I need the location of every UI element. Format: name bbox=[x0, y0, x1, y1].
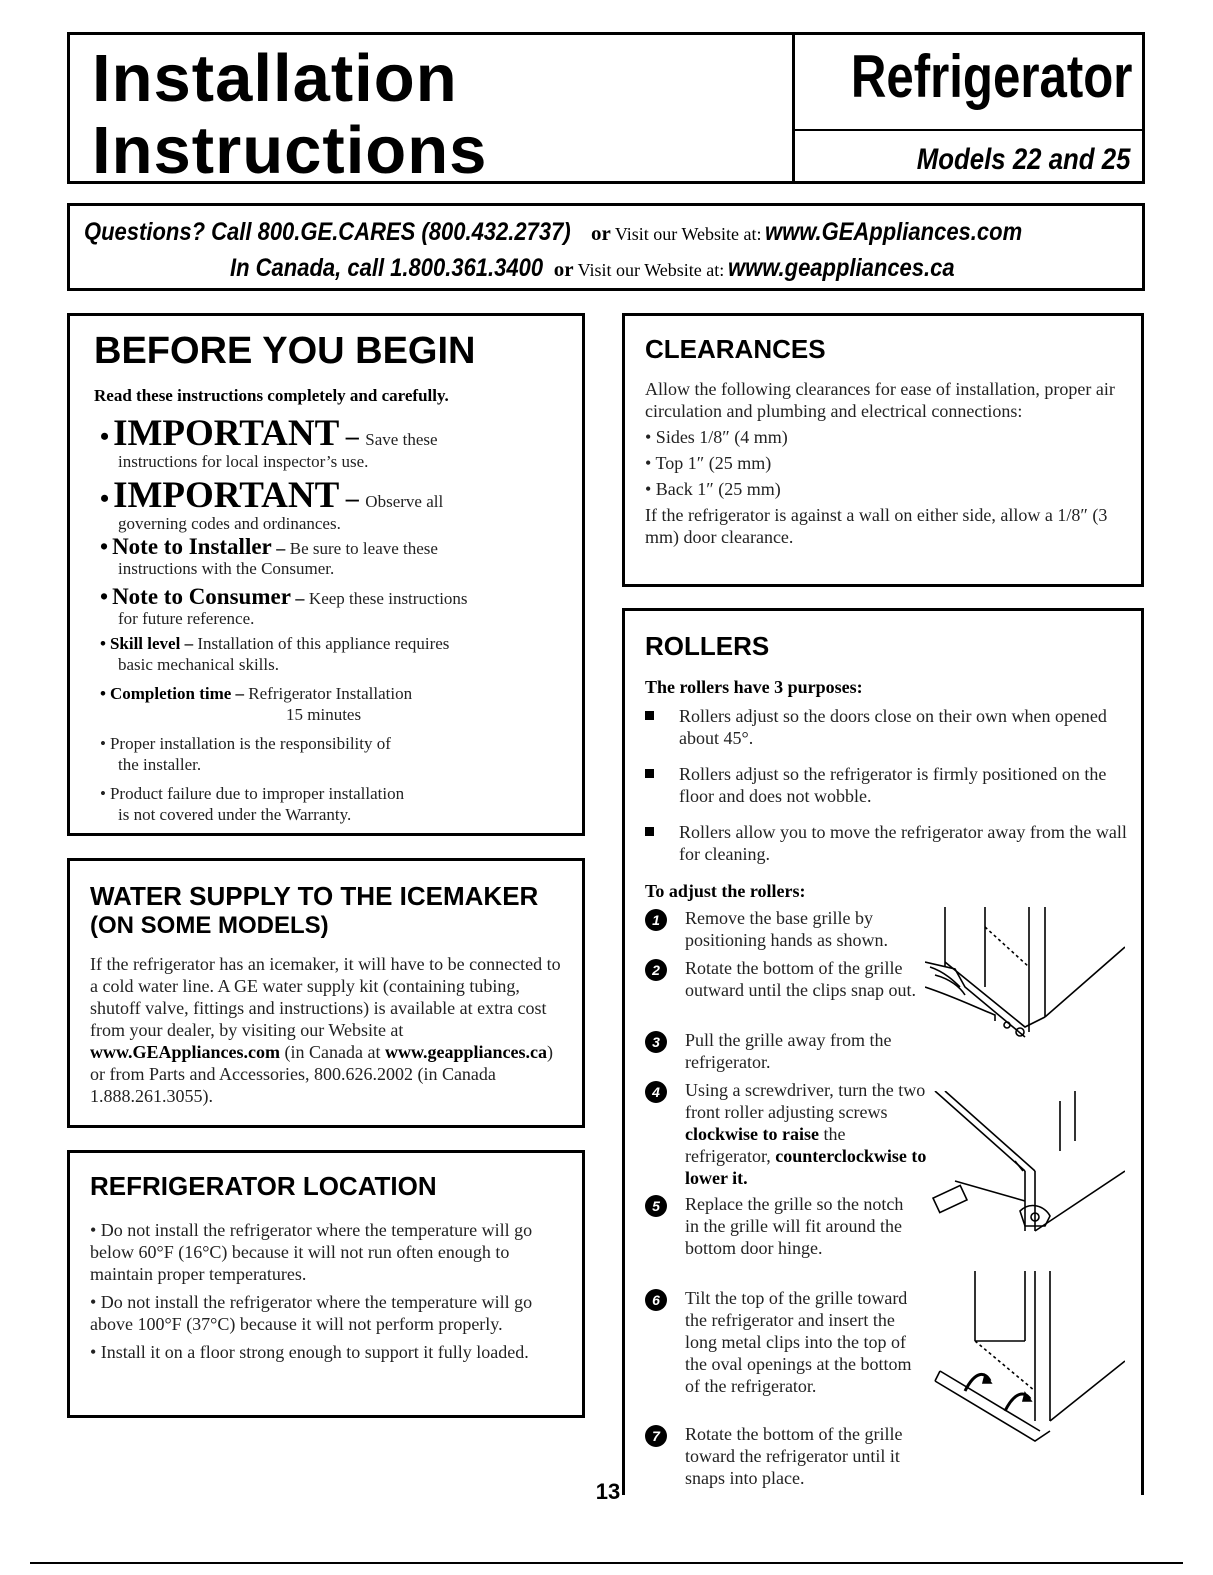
section-title: ROLLERS bbox=[645, 631, 770, 661]
location-list bbox=[90, 1219, 574, 1369]
step-item: 1 Remove the base grille by positioning hands as shown. bbox=[645, 907, 935, 951]
rollers-section bbox=[622, 608, 1144, 1495]
us-phone: Questions? Call 800.GE.CARES (800.432.2737) bbox=[84, 218, 571, 246]
section-title: REFRIGERATOR LOCATION bbox=[90, 1171, 437, 1201]
list-item: • Proper installation is the responsibility of the installer. bbox=[100, 734, 391, 774]
list-item: Rollers allow you to move the refrigerator away from the wall for cleaning. bbox=[645, 821, 1135, 865]
clearances-body bbox=[645, 378, 1135, 548]
refrigerator-location-section bbox=[67, 1150, 585, 1418]
section-title: CLEARANCES bbox=[645, 334, 826, 364]
canada-website-link[interactable]: www.geappliances.ca bbox=[384, 1042, 547, 1062]
important-label: IMPORTANT bbox=[113, 475, 340, 516]
step-item: 6 Tilt the top of the grille toward the refrigerator and insert the long metal clips into the top of the oval openings at the bottom of the refrigerator. bbox=[645, 1287, 915, 1397]
note-installer-label: Note to Installer bbox=[112, 534, 272, 559]
contact-line-us bbox=[84, 220, 1058, 245]
models-label: Models 22 and 25 bbox=[916, 143, 1130, 176]
step-item: 4 Using a screwdriver, turn the two front roller adjusting screws clockwise to raise the refrigerator, counterclockwise to lower it. bbox=[645, 1079, 935, 1189]
step-item: 5 Replace the grille so the notch in the grille will fit around the bottom door hinge. bbox=[645, 1193, 915, 1259]
list-item: • IMPORTANT – Save these instructions for local inspector’s use. bbox=[100, 413, 438, 471]
product-box bbox=[792, 32, 1145, 184]
note-consumer-label: Note to Consumer bbox=[112, 584, 291, 609]
step-item: 2 Rotate the bottom of the grille outward until the clips snap out. bbox=[645, 957, 935, 1001]
step-item: 7 Rotate the bottom of the grille toward the refrigerator until it snaps into place. bbox=[645, 1423, 935, 1489]
list-item: • Back 1″ (25 mm) bbox=[645, 479, 781, 499]
list-item: • Do not install the refrigerator where the temperature will go below 60°F (16°C) because it will not run often enough to maintain proper temperatures. bbox=[90, 1220, 533, 1284]
section-subtitle: (ON SOME MODELS) bbox=[90, 912, 329, 939]
section-title: BEFORE YOU BEGIN bbox=[94, 330, 476, 372]
title-line-2: Instructions bbox=[92, 113, 488, 188]
lead-text: Read these instructions completely and carefully. bbox=[94, 386, 449, 405]
list-item: • Skill level – Installation of this appliance requires basic mechanical skills. bbox=[100, 634, 450, 674]
step-item: 3 Pull the grille away from the refrigerator. bbox=[645, 1029, 935, 1073]
step-number-icon: 7 bbox=[645, 1425, 667, 1447]
completion-time-label: Completion time bbox=[109, 684, 232, 703]
step-number-icon: 4 bbox=[645, 1081, 667, 1103]
list-item: Rollers adjust so the refrigerator is firmly positioned on the floor and does not wobble. bbox=[645, 763, 1135, 807]
square-bullet-icon bbox=[645, 769, 654, 778]
before-you-begin-section bbox=[67, 313, 585, 836]
important-label: IMPORTANT bbox=[113, 413, 340, 454]
square-bullet-icon bbox=[645, 711, 654, 720]
canada-website-link[interactable]: www.geappliances.ca bbox=[728, 254, 955, 282]
title-line-1: Installation bbox=[92, 41, 458, 116]
visit-text: Visit our Website at: bbox=[614, 224, 762, 244]
canada-phone: In Canada, call 1.800.361.3400 bbox=[230, 254, 544, 282]
bottom-rule bbox=[30, 1562, 1183, 1564]
step-number-icon: 3 bbox=[645, 1031, 667, 1053]
us-website-link[interactable]: www.GEAppliances.com bbox=[765, 218, 1023, 246]
or-text: or bbox=[553, 257, 574, 281]
clearances-intro: Allow the following clearances for ease of installation, proper air circulation and plumbing and electrical connections: bbox=[645, 379, 1115, 421]
product-divider bbox=[795, 129, 1142, 131]
water-supply-text: If the refrigerator has an icemaker, it will have to be connected to a cold water line. A GE water supply kit (containing tubing, shutoff valve, fittings and instructions) is available at extra cost from your dealer, by visiting our Website at www.GEAppliances.com (in Canada at www.geappliances.ca) or from Parts and Accessories, 800.626.2002 (in Canada 1.888.261.3055). bbox=[90, 954, 561, 1106]
lead-text: The rollers have 3 purposes: bbox=[645, 677, 863, 697]
us-website-link[interactable]: www.GEAppliances.com bbox=[90, 1042, 281, 1062]
list-item: • Note to Consumer – Keep these instructions for future reference. bbox=[100, 584, 468, 628]
reinstall-grille-illustration bbox=[925, 1271, 1125, 1461]
clearances-note: If the refrigerator is against a wall on either side, allow a 1/8″ (3 mm) door clearance. bbox=[645, 505, 1108, 547]
visit-text: Visit our Website at: bbox=[577, 260, 725, 280]
list-item: • Do not install the refrigerator where the temperature will go above 100°F (37°C) because it will not perform properly. bbox=[90, 1292, 533, 1334]
list-item: • Top 1″ (25 mm) bbox=[645, 453, 772, 473]
water-supply-section bbox=[67, 858, 585, 1128]
list-item: • Product failure due to improper installation is not covered under the Warranty. bbox=[100, 784, 405, 824]
list-item: • IMPORTANT – Observe all governing codes and ordinances. bbox=[100, 475, 444, 533]
step-number-icon: 5 bbox=[645, 1195, 667, 1217]
list-item: • Sides 1/8″ (4 mm) bbox=[645, 427, 788, 447]
contact-line-canada bbox=[230, 256, 986, 281]
title-box bbox=[67, 32, 792, 188]
adjust-rollers-title: To adjust the rollers: bbox=[645, 881, 806, 901]
contact-box bbox=[67, 203, 1145, 291]
list-item: Rollers adjust so the doors close on their own when opened about 45°. bbox=[645, 705, 1135, 749]
screwdriver-illustration bbox=[925, 1091, 1125, 1251]
skill-level-label: Skill level bbox=[109, 634, 181, 653]
list-item: • Completion time – Refrigerator Installation 15 minutes bbox=[100, 684, 413, 724]
or-text: or bbox=[591, 221, 611, 245]
square-bullet-icon bbox=[645, 827, 654, 836]
step-number-icon: 1 bbox=[645, 909, 667, 931]
clearances-section bbox=[622, 313, 1144, 587]
page-number: 13 bbox=[595, 1479, 621, 1504]
step-number-icon: 6 bbox=[645, 1289, 667, 1311]
list-item: • Install it on a floor strong enough to support it fully loaded. bbox=[90, 1342, 529, 1362]
step-number-icon: 2 bbox=[645, 959, 667, 981]
section-title: WATER SUPPLY TO THE ICEMAKER bbox=[90, 881, 539, 911]
product-name: Refrigerator bbox=[850, 43, 1132, 110]
remove-grille-illustration bbox=[925, 907, 1125, 1077]
list-item: • Note to Installer – Be sure to leave these instructions with the Consumer. bbox=[100, 534, 438, 578]
